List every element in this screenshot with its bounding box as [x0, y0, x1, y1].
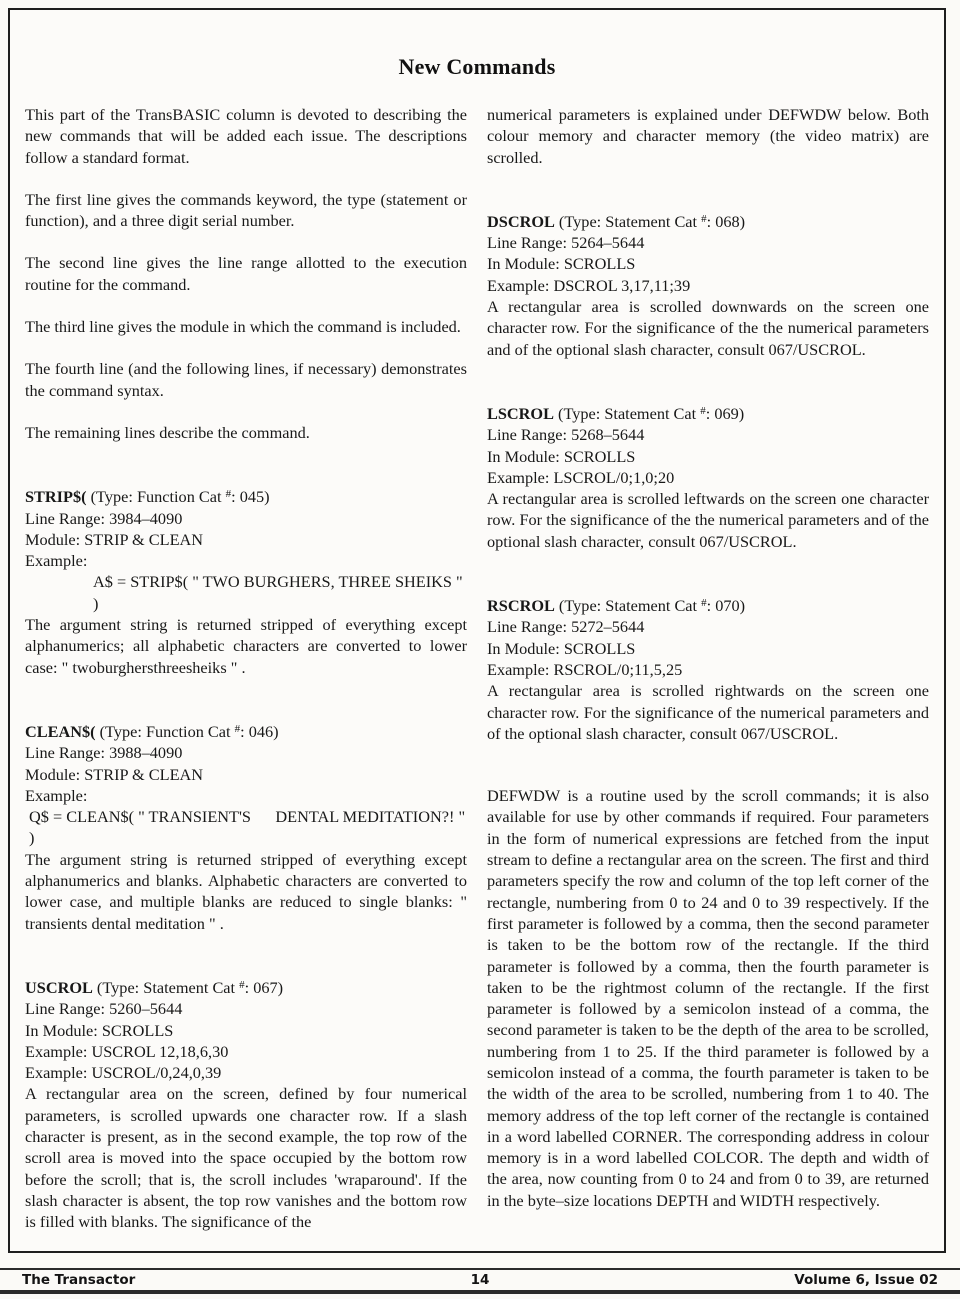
intro-paragraph: The second line gives the line range allotted to the execution routine for the command. — [25, 253, 467, 294]
command-cat-number: : 046) — [240, 721, 279, 741]
command-example: Q$ = CLEAN$( " TRANSIENT'S DENTAL MEDITATION?! " ) — [29, 807, 470, 848]
command-cat-number: : 070) — [706, 596, 746, 616]
command-meta-line: Example: LSCROL/0;1,0;20 — [487, 467, 675, 487]
command-cat-number: : 045) — [231, 487, 270, 507]
command-heading — [25, 719, 467, 742]
command-meta-line: Example: USCROL/0,24,0,39 — [25, 1063, 222, 1083]
footer-issue: Volume 6, Issue 02 — [794, 1272, 939, 1288]
command-keyword: LSCROL — [487, 403, 554, 423]
command-keyword: STRIP$( — [25, 487, 87, 507]
command-type: (Type: Statement Cat — [554, 211, 702, 231]
command-type: (Type: Statement Cat — [92, 977, 240, 997]
page-title: New Commands — [398, 54, 556, 79]
command-type: (Type: Function Cat — [99, 721, 235, 741]
command-example: A$ = STRIP$( " TWO BURGHERS, THREE SHEIKS " ) — [93, 572, 467, 613]
command-description: The argument string is returned stripped of everything except alphanumerics and blanks. Alphabetic characters are converted to lower case, and multiple blanks are reduced to single blanks: " transients dental meditation " . — [25, 849, 467, 933]
command-meta-line: Line Range: 3984–4090 — [25, 508, 183, 528]
cat-hash-symbol: # — [225, 488, 232, 501]
command-type: (Type: Statement Cat — [554, 596, 702, 616]
footer-publication: The Transactor — [22, 1272, 136, 1288]
command-meta-line: Line Range: 5268–5644 — [487, 425, 645, 445]
content-columns — [10, 104, 944, 1273]
command-meta-line: In Module: SCROLLS — [487, 446, 636, 466]
intro-paragraph: The remaining lines describe the command. — [25, 422, 310, 442]
command-keyword: CLEAN$( — [25, 721, 96, 741]
command-keyword: USCROL — [25, 977, 93, 997]
command-heading — [487, 209, 929, 232]
defwdw-paragraph: DEFWDW is a routine used by the scroll commands; it is also available for use by other commands if required. Four parameters in the form of numerical expressions are fetched from the input stream to define a rectangular area on the screen. The first and third parameters specify the row and column of the top left corner of the rectangle, numbering from 0 to 24 and 0 to 39 respectively. If the first parameter is followed by a comma, then the second parameter is taken to be the bottom row of the rectangle. If the third parameter is followed by a comma, then the fourth parameter is taken to be the rightmost column of the rectangle. If the first parameter is followed by a semicolon instead of a comma, the second parameter is taken to be the depth of the area to be scrolled, numbering from 1 to 25. If the third parameter is followed by a semicolon instead of a comma, the fourth parameter is taken to be the width of the area to be scrolled, numbering from 1 to 40. The memory address of the top left corner of the rectangle is contained in a word labelled CORNER. The corresponding address in colour memory is in a word labelled COLCOR. The depth and width of the area, now counting from 0 to 24 and from 0 to 39, are returned in the byte–size locations DEPTH and WIDTH respectively. — [487, 786, 929, 1210]
right-column — [487, 104, 929, 1273]
command-heading — [487, 593, 929, 616]
command-section-rscrol — [487, 593, 929, 744]
command-meta-line: In Module: SCROLLS — [487, 638, 636, 658]
page-footer — [0, 1268, 960, 1294]
command-meta-line: Module: STRIP & CLEAN — [25, 529, 204, 549]
intro-paragraph: The fourth line (and the following lines, if necessary) demonstrates the command syntax. — [25, 359, 467, 400]
command-section-clean — [25, 719, 470, 934]
intro-paragraph: The third line gives the module in which the command is included. — [25, 317, 461, 337]
command-meta-line: Example: — [25, 551, 88, 571]
command-cat-number: : 067) — [244, 977, 284, 997]
command-meta-line: Example: RSCROL/0;11,5,25 — [487, 659, 683, 679]
command-section-strip — [25, 484, 467, 678]
command-section-dscrol — [487, 209, 929, 360]
command-heading — [25, 484, 467, 507]
command-section-uscrol — [25, 975, 467, 1233]
command-description: A rectangular area is scrolled rightwards on the screen one character row. For the significance of the numerical parameters and of the optional slash character, consult 067/USCROL. — [487, 681, 929, 743]
command-description: A rectangular area is scrolled downwards on the screen one character row. For the significance of the the numerical parameters and of the optional slash character, consult 067/USCROL. — [487, 297, 929, 359]
article-frame — [8, 8, 946, 1253]
command-meta-line: Line Range: 5272–5644 — [487, 617, 645, 637]
command-meta-line: Module: STRIP & CLEAN — [25, 764, 204, 784]
command-description: A rectangular area on the screen, defined by four numerical parameters, is scrolled upwards one character row. If a slash character is present, as in the second example, the top row of the scroll area is moved into the space occupied by the bottom row before the scroll; that is, the scroll includes 'wraparound'. If the slash character is absent, the top row vanishes and the bottom row is filled with blanks. The significance of the — [25, 1084, 467, 1232]
cat-hash-symbol: # — [701, 597, 707, 610]
command-type: (Type: Function Cat — [90, 487, 226, 507]
command-section-lscrol — [487, 401, 929, 552]
command-meta-line: In Module: SCROLLS — [25, 1020, 174, 1040]
command-meta-line: Example: — [25, 785, 88, 805]
cat-hash-symbol: # — [239, 978, 245, 991]
command-type: (Type: Statement Cat — [553, 403, 701, 423]
command-cat-number: : 069) — [705, 403, 745, 423]
command-cat-number: : 068) — [706, 211, 746, 231]
command-keyword: DSCROL — [487, 211, 555, 231]
command-meta-line: Line Range: 3988–4090 — [25, 743, 183, 763]
continuation-paragraph: numerical parameters is explained under DEFWDW below. Both colour memory and character memory (the video matrix) are scrolled. — [487, 105, 929, 167]
command-keyword: RSCROL — [487, 596, 555, 616]
cat-hash-symbol: # — [700, 404, 706, 417]
cat-hash-symbol: # — [234, 722, 241, 735]
command-meta-line: Line Range: 5264–5644 — [487, 233, 645, 253]
intro-paragraph: This part of the TransBASIC column is devoted to describing the new commands that will be added each issue. The descriptions follow a standard format. — [25, 105, 467, 167]
footer-page-number: 14 — [470, 1272, 490, 1288]
command-description: The argument string is returned stripped of everything except alphanumerics; all alphabetic characters are converted to lower case: " twoburghersthreesheiks " . — [25, 615, 467, 677]
command-heading — [25, 975, 467, 998]
command-meta-line: In Module: SCROLLS — [487, 254, 636, 274]
command-heading — [487, 401, 929, 424]
command-meta-line: Line Range: 5260–5644 — [25, 999, 183, 1019]
command-description: A rectangular area is scrolled leftwards on the screen one character row. For the significance of the the numerical parameters and of the optional slash character, consult 067/USCROL. — [487, 489, 929, 551]
command-meta-line: Example: DSCROL 3,17,11;39 — [487, 275, 691, 295]
intro-paragraph: The first line gives the commands keyword, the type (statement or function), and a three digit serial number. — [25, 189, 467, 231]
cat-hash-symbol: # — [701, 212, 707, 225]
command-meta-line: Example: USCROL 12,18,6,30 — [25, 1041, 229, 1061]
left-column — [25, 104, 470, 1273]
